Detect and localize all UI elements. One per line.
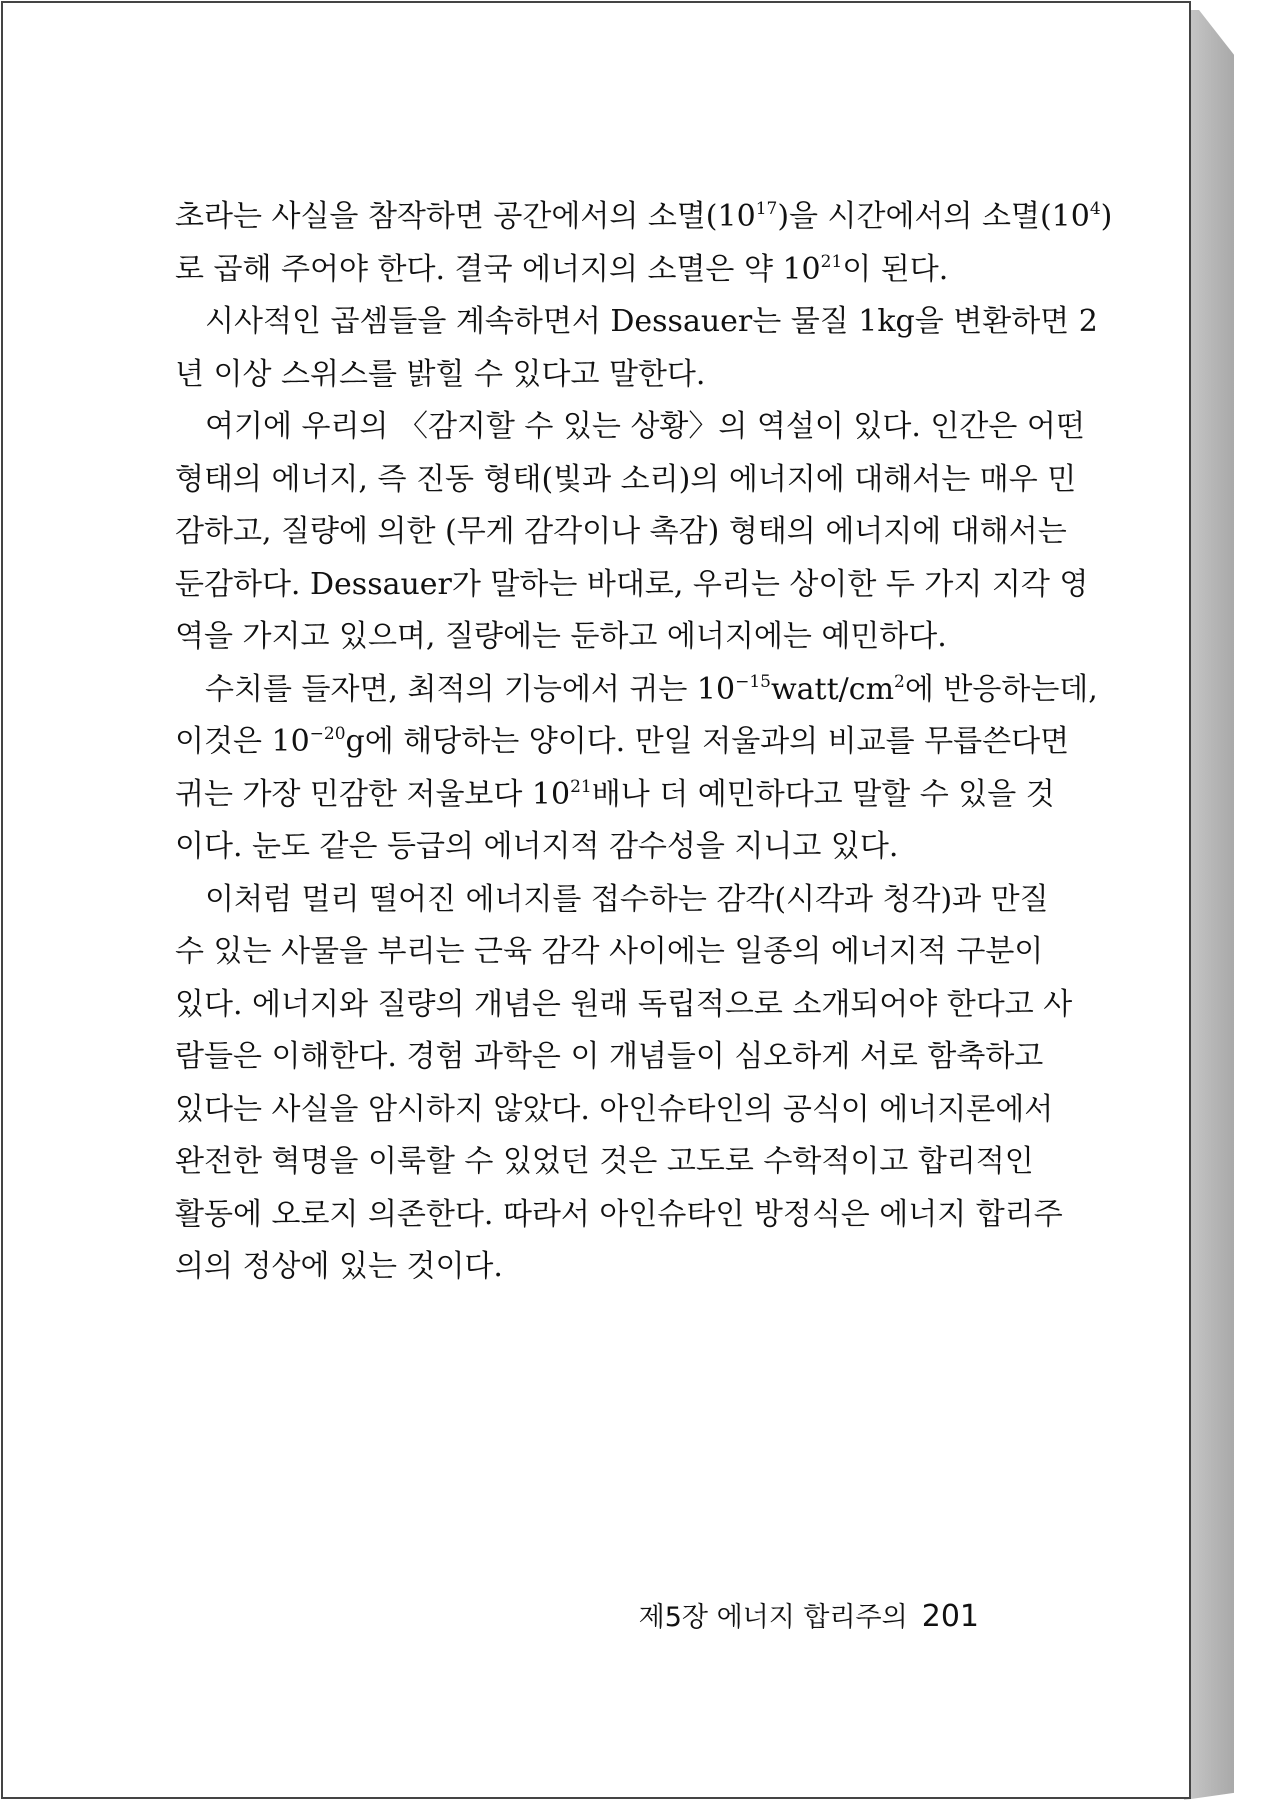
text-line: 이것은 $10^{-20}g$에 해당하는 양이다. 만일 저울과의 비교를 무릅쓴다면 [175, 724, 1070, 759]
exponent: −20 [309, 724, 346, 744]
text-line: 있다. 에너지와 질량의 개념은 원래 독립적으로 소개되어야 한다고 사 [175, 986, 1073, 1022]
text-line: 이처럼 멀리 떨어진 에너지를 접수하는 감각(시각과 청각)과 만질 [205, 881, 1049, 917]
text-line: 완전한 혁명을 이룩할 수 있었던 것은 고도로 수학적이고 합리적인 [175, 1144, 1034, 1179]
chapter-title: 제5장 에너지 합리주의 [638, 1602, 908, 1633]
exponent: 4 [1089, 199, 1101, 219]
exponent: 21 [820, 251, 843, 272]
text-line: 역을 가지고 있으며, 질량에는 둔하고 에너지에는 예민하다. [175, 619, 947, 654]
text-line: 감하고, 질량에 의한 (무게 감각이나 촉감) 형태의 에너지에 대해서는 [175, 514, 1067, 549]
text-line: 여기에 우리의 〈감지할 수 있는 상황〉의 역설이 있다. 인간은 어떤 [205, 409, 1085, 444]
running-footer [639, 1595, 979, 1634]
text-line: 둔감하다. Dessauer가 말하는 바대로, 우리는 상이한 두 가지 지각 영 [175, 566, 1089, 602]
body-text [175, 191, 1113, 1294]
text-line: 초라는 사실을 참작하면 공간에서의 소멸$(10^{17})$을 시간에서의 소멸$(10^4)$ [175, 199, 1113, 234]
text-line: 활동에 오로지 의존한다. 따라서 아인슈타인 방정식은 에너지 합리주 [175, 1196, 1063, 1232]
text-line: 형태의 에너지, 즉 진동 형태(빛과 소리)의 에너지에 대해서는 매우 민 [175, 461, 1077, 497]
text-line: 이다. 눈도 같은 등급의 에너지적 감수성을 지니고 있다. [175, 829, 899, 864]
page-stack-edge [1184, 10, 1234, 1800]
exponent: 17 [755, 199, 778, 219]
text-line: 시사적인 곱셈들을 계속하면서 Dessauer는 물질 1kg을 변환하면 2 [205, 304, 1098, 339]
text-line: 람들은 이해한다. 경험 과학은 이 개념들이 심오하게 서로 함축하고 [175, 1039, 1044, 1074]
text-line: 수치를 들자면, 최적의 기능에서 귀는 $10^{-15}watt/cm^2$에 반응하는데, [205, 671, 1098, 707]
text-line: 있다는 사실을 암시하지 않았다. 아인슈타인의 공식이 에너지론에서 [175, 1091, 1054, 1127]
text-line: 수 있는 사물을 부리는 근육 감각 사이에는 일종의 에너지적 구분이 [175, 934, 1044, 969]
text-line: 로 곱해 주어야 한다. 결국 에너지의 소멸은 약 $10^{21}$이 된다. [175, 251, 949, 287]
book-page [1, 1, 1191, 1799]
text-line: 귀는 가장 민감한 저울보다 $10^{21}$배나 더 예민하다고 말할 수 있을 것 [175, 776, 1055, 812]
exponent: 2 [894, 671, 905, 692]
exponent: 21 [570, 776, 592, 797]
text-line: 의의 정상에 있는 것이다. [175, 1249, 503, 1284]
text-line: 년 이상 스위스를 밝힐 수 있다고 말한다. [175, 356, 706, 392]
page-number: 201 [921, 1599, 979, 1634]
exponent: −15 [735, 671, 771, 692]
